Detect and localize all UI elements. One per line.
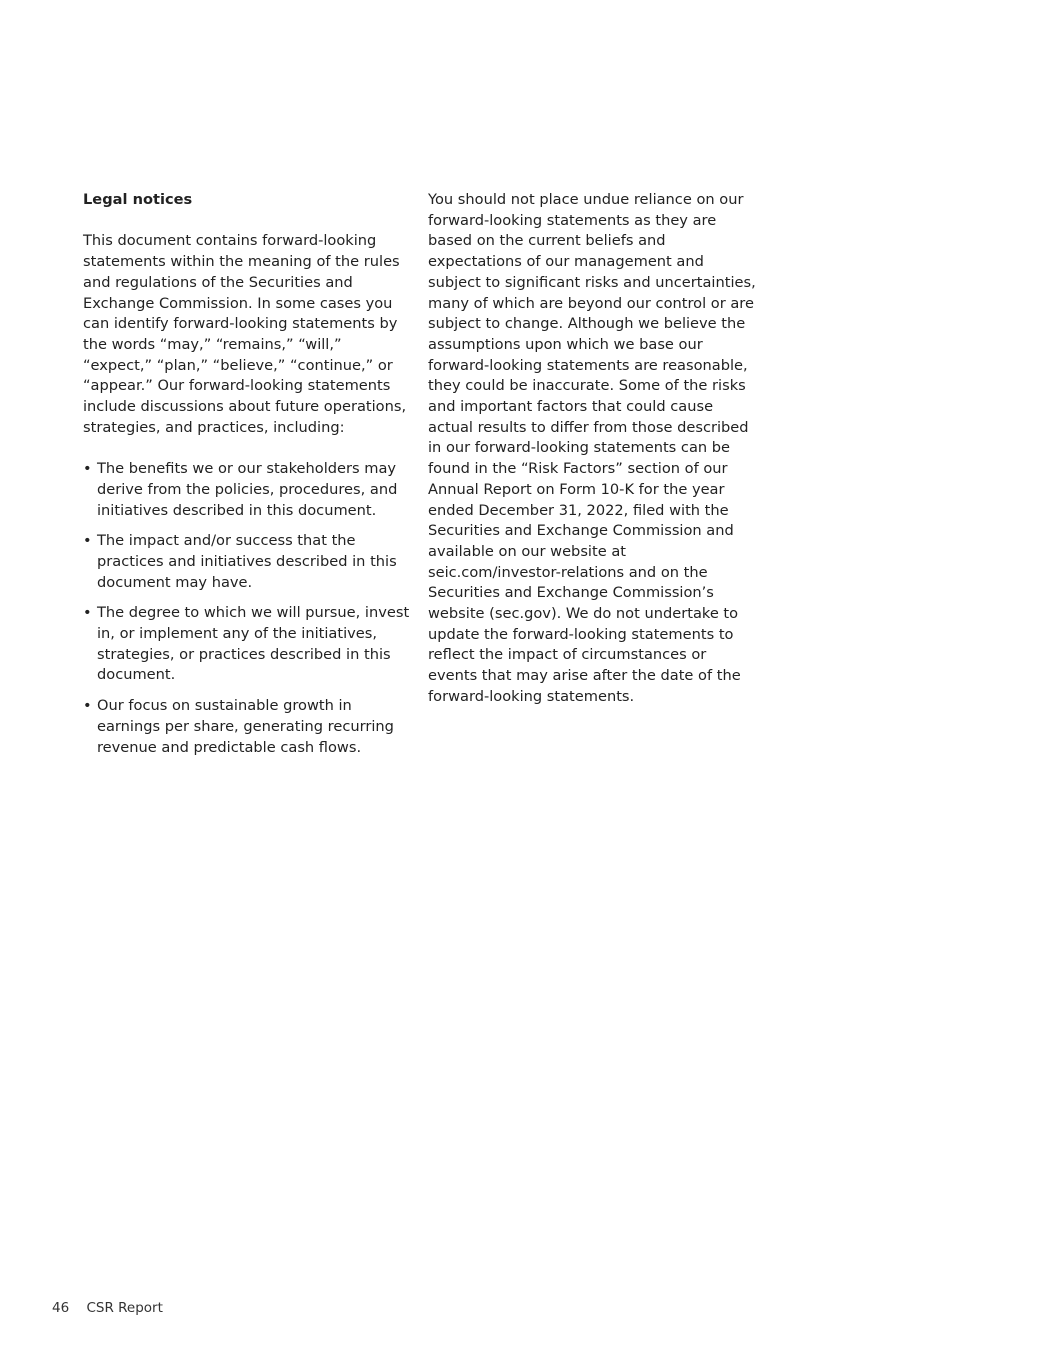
list-item-text: Our focus on sustainable growth in earnings per share, generating recurring revenue and predictable cash flows. bbox=[97, 697, 394, 756]
risk-paragraph: You should not place undue reliance on our forward-looking statements as they are based on the current beliefs and expectations of our management and subject to significant risks and uncertainties, many of which are beyond our control or are subject to change. Although we believe the assumptions upon which we base our forward-looking statements are reasonable, they could be inaccurate. Some of the risks and important factors that could cause actual results to differ from those described in our forward-looking statements can be found in the “Risk Factors” section of our Annual Report on Form 10-K for the year ended December 31, 2022, filed with the Securities and Exchange Commission and available on our website at seic.com/investor-relations and on the Securities and Exchange Commission’s website (sec.gov). We do not undertake to update the forward-looking statements to reflect the impact of circumstances or events that may arise after the date of the forward-looking statements. bbox=[428, 191, 756, 705]
list-item bbox=[83, 696, 413, 758]
report-title: CSR Report bbox=[86, 1300, 163, 1316]
legal-notices-heading: Legal notices bbox=[83, 191, 193, 208]
right-column bbox=[428, 190, 758, 708]
page-footer bbox=[52, 1298, 163, 1318]
list-item bbox=[83, 531, 413, 593]
list-item-text: The impact and/or success that the practices and initiatives described in this document may have. bbox=[97, 532, 397, 591]
bullet-icon: • bbox=[83, 604, 92, 622]
page-number: 46 bbox=[52, 1300, 70, 1316]
bullet-icon: • bbox=[83, 532, 92, 550]
intro-paragraph: This document contains forward-looking statements within the meaning of the rules and regulations of the Securities and Exchange Commission. In some cases you can identify forward-looking statements by the words “may,” “remains,” “will,” “expect,” “plan,” “believe,” “continue,” or “appear.” Our forward-looking statements include discussions about future operations, strategies, and practices, including: bbox=[83, 232, 407, 436]
bullet-icon: • bbox=[83, 697, 92, 715]
bullet-icon: • bbox=[83, 460, 92, 478]
forward-looking-list bbox=[83, 459, 413, 758]
list-item bbox=[83, 459, 413, 521]
list-item-text: The degree to which we will pursue, invest in, or implement any of the initiatives, strategies, or practices described in this document. bbox=[97, 604, 410, 684]
left-column bbox=[83, 190, 413, 768]
list-item-text: The benefits we or our stakeholders may derive from the policies, procedures, and initiatives described in this document. bbox=[97, 460, 398, 519]
list-item bbox=[83, 603, 413, 686]
